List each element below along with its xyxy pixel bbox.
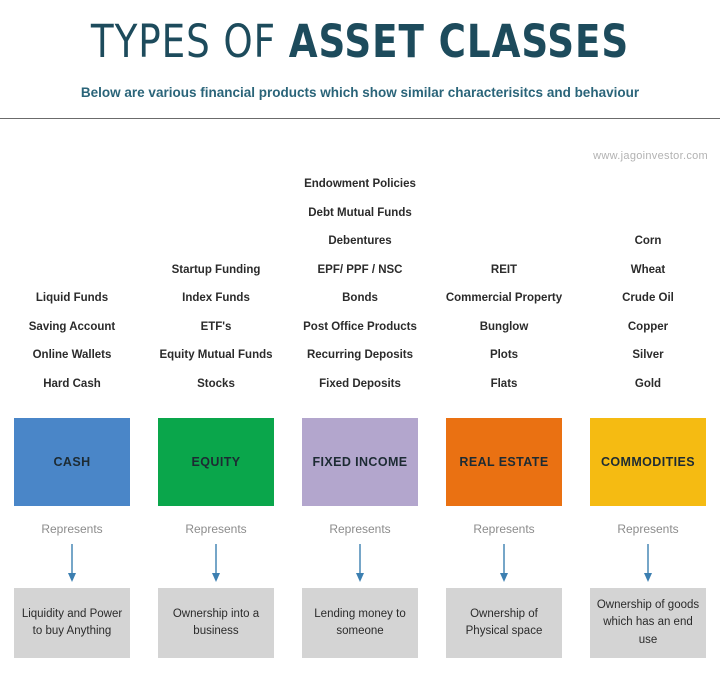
product-list-real-estate — [432, 160, 576, 390]
list-item: Index Funds — [182, 292, 250, 304]
category-block-real-estate — [446, 418, 562, 506]
category-label: CASH — [53, 455, 91, 469]
product-list-commodities — [576, 160, 720, 390]
category-label: FIXED INCOME — [312, 455, 408, 469]
category-block-equity — [158, 418, 274, 506]
description-text: Liquidity and Power to buy Anything — [21, 607, 123, 637]
description-box-equity — [158, 588, 274, 658]
list-item: Copper — [627, 320, 669, 333]
page-title — [29, 15, 691, 68]
list-item: Crude Oil — [622, 292, 674, 304]
header-divider — [0, 118, 720, 119]
description-box-real-estate — [446, 588, 562, 658]
asset-class-column-fixed-income — [288, 160, 432, 658]
header — [0, 0, 720, 119]
description-text: Ownership of Physical space — [465, 607, 543, 637]
list-item: REIT — [490, 263, 518, 276]
list-item: Bunglow — [479, 320, 529, 333]
list-item: Saving Account — [28, 320, 116, 333]
description-box-cash — [14, 588, 130, 658]
description-box-fixed-income — [302, 588, 418, 658]
list-item: Stocks — [197, 377, 235, 390]
description-text: Ownership into a business — [172, 607, 260, 637]
list-item: Plots — [489, 349, 519, 361]
list-item: Debentures — [328, 235, 392, 247]
represents-label: Represents — [617, 522, 679, 536]
list-item: Recurring Deposits — [306, 349, 414, 361]
description-text: Lending money to someone — [314, 607, 406, 637]
list-item: Commercial Property — [445, 292, 563, 304]
product-list-fixed-income — [288, 160, 432, 390]
asset-class-columns — [0, 160, 720, 658]
list-item: Corn — [634, 235, 662, 247]
list-item: Liquid Funds — [35, 292, 109, 304]
represents-label: Represents — [473, 522, 535, 536]
description-box-commodities — [590, 588, 706, 658]
arrow-down-icon — [353, 544, 367, 582]
represents-label: Represents — [41, 522, 103, 536]
page-subtitle: Below are various financial products which show similar characterisitcs and behaviour — [80, 85, 640, 101]
list-item: ETF's — [200, 320, 232, 333]
represents-label: Represents — [329, 522, 391, 536]
list-item: Wheat — [630, 263, 666, 276]
arrow-down-icon — [65, 544, 79, 582]
list-item: Equity Mutual Funds — [159, 349, 273, 361]
represents-label: Represents — [185, 522, 247, 536]
description-text: Ownership of goods which has an end use — [596, 599, 700, 646]
arrow-down-icon — [497, 544, 511, 582]
asset-class-column-cash — [0, 160, 144, 658]
arrow-down-icon — [209, 544, 223, 582]
list-item: Online Wallets — [32, 349, 112, 361]
asset-class-column-equity — [144, 160, 288, 658]
list-item: EPF/ PPF / NSC — [317, 263, 403, 276]
asset-class-column-commodities — [576, 160, 720, 658]
arrow-down-icon — [641, 544, 655, 582]
page-title-bold: ASSET CLASSES — [288, 15, 630, 68]
product-list-cash — [0, 160, 144, 390]
category-label: EQUITY — [191, 455, 241, 469]
category-block-cash — [14, 418, 130, 506]
list-item: Silver — [632, 349, 664, 361]
list-item: Fixed Deposits — [319, 377, 401, 390]
list-item: Debt Mutual Funds — [308, 206, 412, 219]
list-item: Endowment Policies — [304, 178, 416, 190]
product-list-equity — [144, 160, 288, 390]
list-item: Post Office Products — [303, 320, 417, 333]
asset-class-column-real-estate — [432, 160, 576, 658]
category-label: REAL ESTATE — [459, 455, 549, 469]
list-item: Gold — [634, 377, 662, 390]
watermark: www.jagoinvestor.com — [593, 150, 708, 162]
category-block-commodities — [590, 418, 706, 506]
page-title-light: TYPES OF — [90, 15, 289, 68]
list-item: Bonds — [342, 292, 378, 304]
category-label: COMMODITIES — [601, 455, 695, 469]
list-item: Startup Funding — [171, 263, 261, 276]
list-item: Flats — [490, 377, 518, 390]
category-block-fixed-income — [302, 418, 418, 506]
list-item: Hard Cash — [43, 377, 101, 390]
